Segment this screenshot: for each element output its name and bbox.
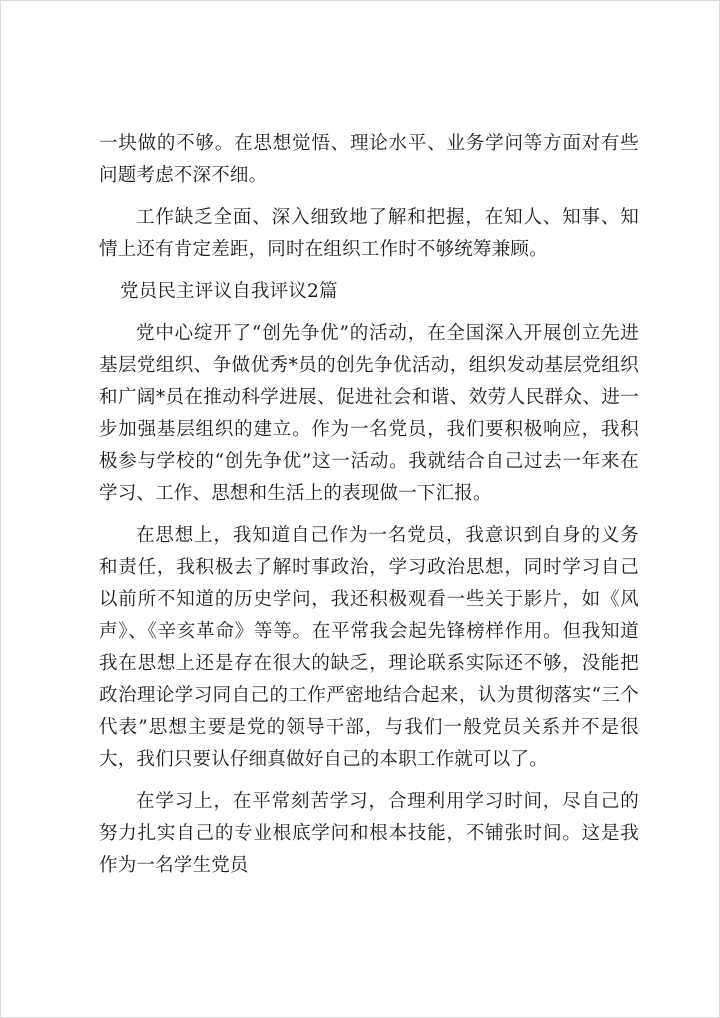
- paragraph-study: 在学习上，在平常刻苦学习，合理利用学习时间，尽自己的努力扎实自己的专业根底学问和根本技能，不铺张时间。这是我作为一名学生党员: [99, 791, 639, 876]
- paragraph-work-shortcomings: 工作缺乏全面、深入细致地了解和把握，在知人、知事、知情上还有肯定差距，同时在组织工作时不够统筹兼顾。: [99, 207, 639, 260]
- paragraph-ideology: 在思想上，我知道自己作为一名党员，我意识到自身的义务和责任，我积极去了解时事政治，学习政治思想，同时学习自己以前所不知道的历史学问，我还积极观看一些关于影片，如《风声》、《辛亥革命》等等。在平常我会起先锋榜样作用。但我知道我在思想上还是存在很大的缺乏，理论联系实际还不够，没能把政治理论学习同自己的工作严密地结合起来，认为贯彻落实“三个代表”思想主要是党的领导干部，与我们一般党员关系并不是很大，我们只要认仔细真做好自己的本职工作就可以了。: [99, 525, 639, 770]
- paragraph-continuation: 一块做的不够。在思想觉悟、理论水平、业务学问等方面对有些问题考虑不深不细。: [99, 133, 639, 186]
- paragraph-activity-intro: 党中心绽开了“创先争优”的活动，在全国深入开展创立先进基层党组织、争做优秀*员的创先争优活动，组织发动基层党组织和广阔*员在推动科学进展、促进社会和谐、效劳人民群众、进一步加强基层组织的建立。作为一名党员，我们要积极响应，我积极参与学校的“创先争优”这一活动。我就结合自己过去一年来在学习、工作、思想和生活上的表现做一下汇报。: [99, 323, 639, 504]
- document-body: [99, 128, 639, 892]
- section-heading: 党员民主评议自我评议2篇: [120, 281, 338, 302]
